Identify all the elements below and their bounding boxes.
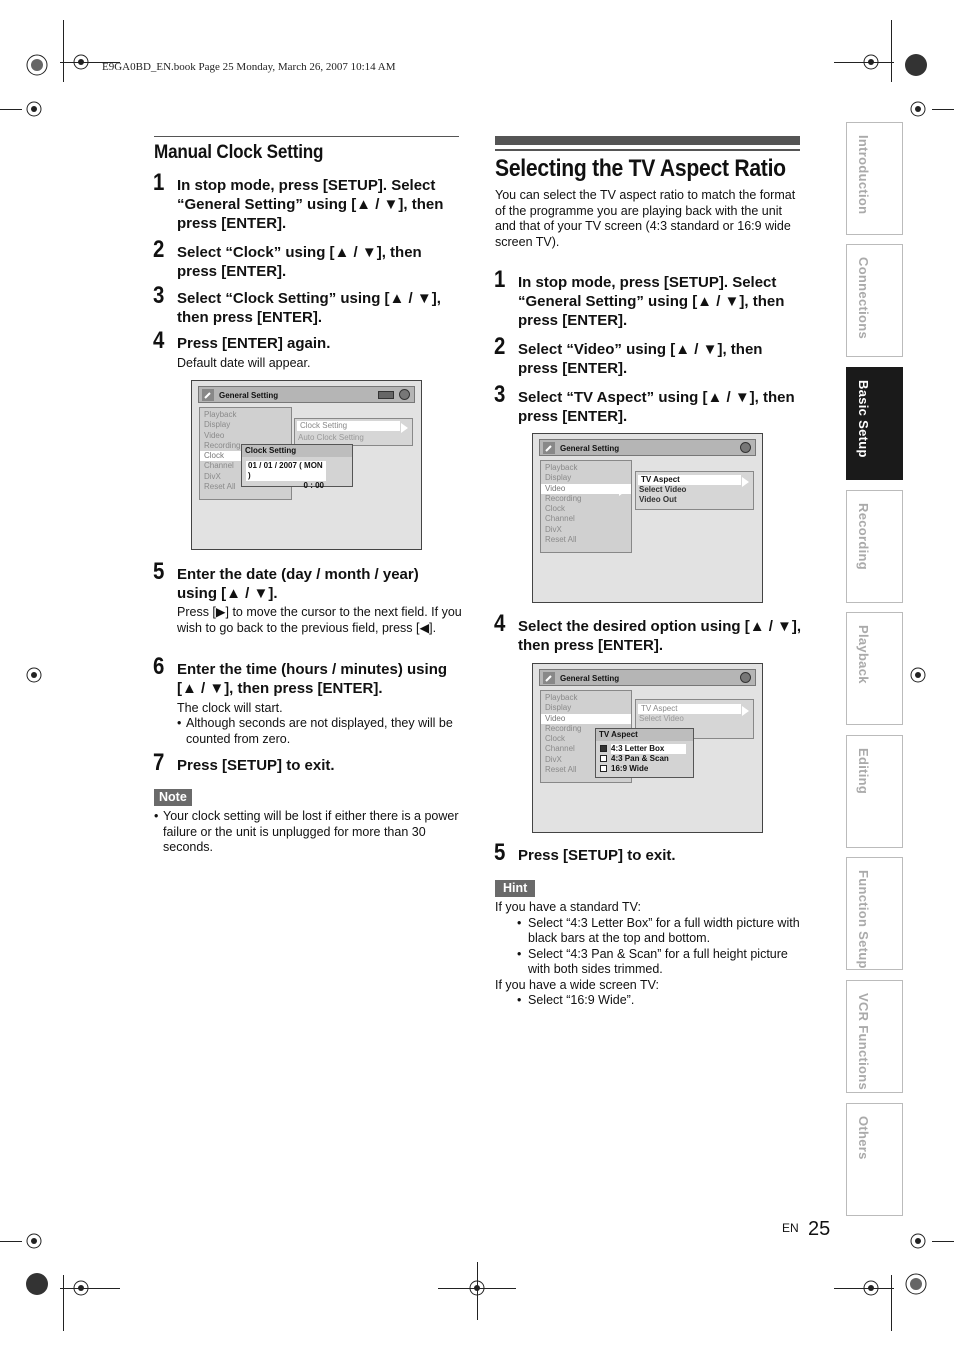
step-text: Enter the date (day / month / year) using [▲ / ▼]. bbox=[177, 566, 419, 602]
menu-item[interactable]: Reset All bbox=[204, 482, 236, 492]
crosshair-icon bbox=[907, 1230, 929, 1252]
step-text: Select “Clock Setting” using [▲ / ▼], then press [ENTER]. bbox=[177, 290, 441, 326]
step-number: 7 bbox=[153, 749, 165, 776]
crosshair-icon bbox=[907, 98, 929, 120]
side-tab-vcr-functions[interactable]: VCR Functions bbox=[846, 980, 903, 1093]
side-tab-others[interactable]: Others bbox=[846, 1103, 903, 1216]
menu-item[interactable]: Playback bbox=[545, 693, 578, 702]
menu-item[interactable]: Playback bbox=[204, 410, 237, 419]
disc-icon bbox=[399, 389, 410, 400]
side-tab-basic-setup[interactable]: Basic Setup bbox=[846, 367, 903, 480]
menu-item[interactable]: Reset All bbox=[545, 535, 577, 545]
registration-disc-icon bbox=[905, 1273, 927, 1295]
crosshair-icon bbox=[70, 1277, 92, 1299]
crosshair-icon bbox=[860, 1277, 882, 1299]
step-number: 1 bbox=[153, 169, 165, 196]
side-tab-connections[interactable]: Connections bbox=[846, 244, 903, 357]
step-text: In stop mode, press [SETUP]. Select “General Setting” using [▲ / ▼], then press [ENTER]. bbox=[518, 274, 785, 329]
side-tab-editing[interactable]: Editing bbox=[846, 735, 903, 848]
popup-title: Clock Setting bbox=[242, 445, 352, 456]
wrench-icon bbox=[543, 442, 555, 454]
menu-item[interactable]: Channel bbox=[545, 744, 575, 754]
wrench-icon bbox=[543, 672, 555, 684]
time-field[interactable]: 0 : 00 bbox=[303, 481, 324, 490]
side-tab-playback[interactable]: Playback bbox=[846, 612, 903, 725]
side-tab-function-setup[interactable]: Function Setup bbox=[846, 857, 903, 970]
menu-item[interactable]: DivX bbox=[545, 754, 562, 764]
step-text: Select “TV Aspect” using [▲ / ▼], then press [ENTER]. bbox=[518, 389, 795, 425]
menu-item[interactable]: Channel bbox=[204, 461, 234, 471]
step-text: Enter the time (hours / minutes) using [▲ / ▼], then press [ENTER]. bbox=[177, 661, 448, 697]
submenu-item-selected[interactable]: TV Aspect bbox=[638, 475, 741, 485]
step-text: Press [SETUP] to exit. bbox=[518, 847, 676, 864]
registration-disc-icon bbox=[26, 54, 48, 76]
step-text: In stop mode, press [SETUP]. Select “General Setting” using [▲ / ▼], then press [ENTER]. bbox=[177, 177, 444, 232]
arrow-right-icon bbox=[742, 477, 749, 487]
step-note: The clock will start. bbox=[177, 701, 283, 715]
print-header: E9GA0BD_EN.book Page 25 Monday, March 26, 2007 10:14 AM bbox=[102, 61, 396, 73]
page-number: 25 bbox=[808, 1218, 831, 1240]
registration-disc-icon bbox=[905, 54, 927, 76]
aspect-option[interactable]: 4:3 Letter Box bbox=[596, 744, 693, 754]
menu-item[interactable]: Video bbox=[204, 430, 225, 440]
crosshair-icon bbox=[23, 1230, 45, 1252]
step-note: Press [▶] to move the cursor to the next field. If you wish to go back to the previous field, press [◀]. bbox=[177, 605, 462, 635]
crosshair-icon bbox=[860, 51, 882, 73]
date-field[interactable]: 01 / 01 / 2007 ( MON ) bbox=[246, 461, 326, 481]
step-number: 5 bbox=[494, 839, 506, 866]
checkbox-checked-icon bbox=[600, 745, 607, 752]
clock-submenu bbox=[294, 418, 413, 446]
checkbox-icon bbox=[600, 755, 607, 762]
menu-item[interactable]: Playback bbox=[545, 463, 578, 472]
bullet-item: • Although seconds are not displayed, they will be counted from zero. bbox=[177, 716, 471, 747]
aspect-option[interactable]: 4:3 Pan & Scan bbox=[596, 754, 693, 764]
vcr-tape-icon bbox=[378, 391, 394, 399]
step-number: 6 bbox=[153, 653, 165, 680]
arrow-right-icon bbox=[619, 486, 626, 496]
note-text: • Your clock setting will be lost if either there is a power failure or the unit is unplugged for more than 30 seconds. bbox=[154, 809, 468, 856]
step-number: 2 bbox=[494, 333, 506, 360]
menu-item[interactable]: Recording bbox=[204, 440, 241, 450]
aspect-option[interactable]: 16:9 Wide bbox=[596, 764, 693, 774]
tv-aspect-screen bbox=[532, 663, 763, 833]
section-title: Manual Clock Setting bbox=[154, 142, 324, 163]
screen-title-bar: General Setting bbox=[539, 669, 756, 686]
video-setting-screen bbox=[532, 433, 763, 603]
hint-text: If you have a standard TV: • Select “4:3 Letter Box” for a full width picture with black bars at the top and bottom. • Select “4:3 Pan & Scan” for a full height picture with both sides trimmed. If you have a wide screen TV: • Select “16:9 Wide”. bbox=[495, 900, 800, 1009]
screen-title-bar: General Setting bbox=[539, 439, 756, 456]
step-text: Press [SETUP] to exit. bbox=[177, 757, 335, 774]
submenu-item[interactable]: Auto Clock Setting bbox=[298, 433, 364, 442]
menu-item-selected[interactable]: Video bbox=[541, 714, 631, 724]
menu-item[interactable]: Clock bbox=[545, 504, 566, 514]
submenu-item-selected[interactable]: Clock Setting bbox=[297, 421, 400, 431]
menu-item[interactable]: Recording bbox=[545, 493, 582, 503]
menu-item-selected[interactable]: Video bbox=[541, 484, 631, 494]
crosshair-icon bbox=[23, 664, 45, 686]
screen-title-bar: General Setting bbox=[198, 386, 415, 403]
menu-item[interactable]: Channel bbox=[545, 514, 575, 524]
clock-setting-screen bbox=[191, 380, 422, 550]
submenu-item[interactable]: Video Out bbox=[639, 495, 677, 504]
menu-item[interactable]: Recording bbox=[545, 723, 582, 733]
hint-label: Hint bbox=[495, 880, 535, 897]
language-label: EN bbox=[782, 1221, 799, 1235]
wrench-icon bbox=[202, 389, 214, 401]
crosshair-icon bbox=[70, 51, 92, 73]
submenu-item[interactable]: Select Video bbox=[639, 485, 687, 494]
step-text: Select “Clock” using [▲ / ▼], then press [ENTER]. bbox=[177, 244, 422, 280]
step-text: Select “Video” using [▲ / ▼], then press [ENTER]. bbox=[518, 341, 763, 377]
arrow-right-icon bbox=[401, 423, 408, 433]
arrow-right-icon bbox=[742, 706, 749, 716]
popup-title: TV Aspect bbox=[596, 729, 693, 740]
clock-setting-popup bbox=[241, 444, 353, 490]
submenu-item[interactable]: Select Video bbox=[639, 714, 684, 723]
crosshair-icon bbox=[23, 98, 45, 120]
tv-aspect-popup bbox=[595, 728, 694, 778]
step-text: Select the desired option using [▲ / ▼], then press [ENTER]. bbox=[518, 618, 802, 654]
disc-icon bbox=[740, 442, 751, 453]
menu-item[interactable]: Clock bbox=[545, 734, 566, 744]
side-tab-introduction[interactable]: Introduction bbox=[846, 122, 903, 235]
menu-item[interactable]: DivX bbox=[204, 471, 221, 481]
menu-item[interactable]: Display bbox=[204, 420, 231, 430]
note-label: Note bbox=[154, 789, 192, 806]
step-number: 1 bbox=[494, 266, 506, 293]
crosshair-icon bbox=[907, 664, 929, 686]
step-note: Default date will appear. bbox=[177, 356, 311, 370]
menu-item[interactable]: DivX bbox=[545, 524, 562, 534]
menu-item[interactable]: Display bbox=[545, 473, 572, 483]
submenu-item-selected[interactable]: TV Aspect bbox=[638, 704, 741, 714]
step-number: 4 bbox=[494, 610, 506, 637]
menu-item[interactable]: Reset All bbox=[545, 765, 577, 775]
settings-menu bbox=[540, 460, 632, 553]
disc-icon bbox=[740, 672, 751, 683]
menu-item-selected[interactable]: Clock bbox=[200, 451, 291, 461]
step-number: 3 bbox=[494, 381, 506, 408]
checkbox-icon bbox=[600, 765, 607, 772]
section-bar bbox=[495, 136, 800, 145]
video-submenu bbox=[635, 471, 754, 510]
section-title: Selecting the TV Aspect Ratio bbox=[495, 155, 786, 182]
section-rule bbox=[154, 136, 459, 137]
step-text: Press [ENTER] again. bbox=[177, 335, 331, 352]
step-number: 4 bbox=[153, 327, 165, 354]
registration-disc-icon bbox=[26, 1273, 48, 1295]
step-number: 3 bbox=[153, 282, 165, 309]
section-rule bbox=[495, 149, 800, 151]
menu-item[interactable]: Display bbox=[545, 703, 572, 713]
step-number: 5 bbox=[153, 558, 165, 585]
side-tab-recording[interactable]: Recording bbox=[846, 490, 903, 603]
step-number: 2 bbox=[153, 236, 165, 263]
crosshair-icon bbox=[466, 1277, 488, 1299]
intro-text: You can select the TV aspect ratio to match the format of the programme you are playing back with the unit and that of your TV screen (4:3 standard or 16:9 wide screen TV). bbox=[495, 188, 796, 249]
